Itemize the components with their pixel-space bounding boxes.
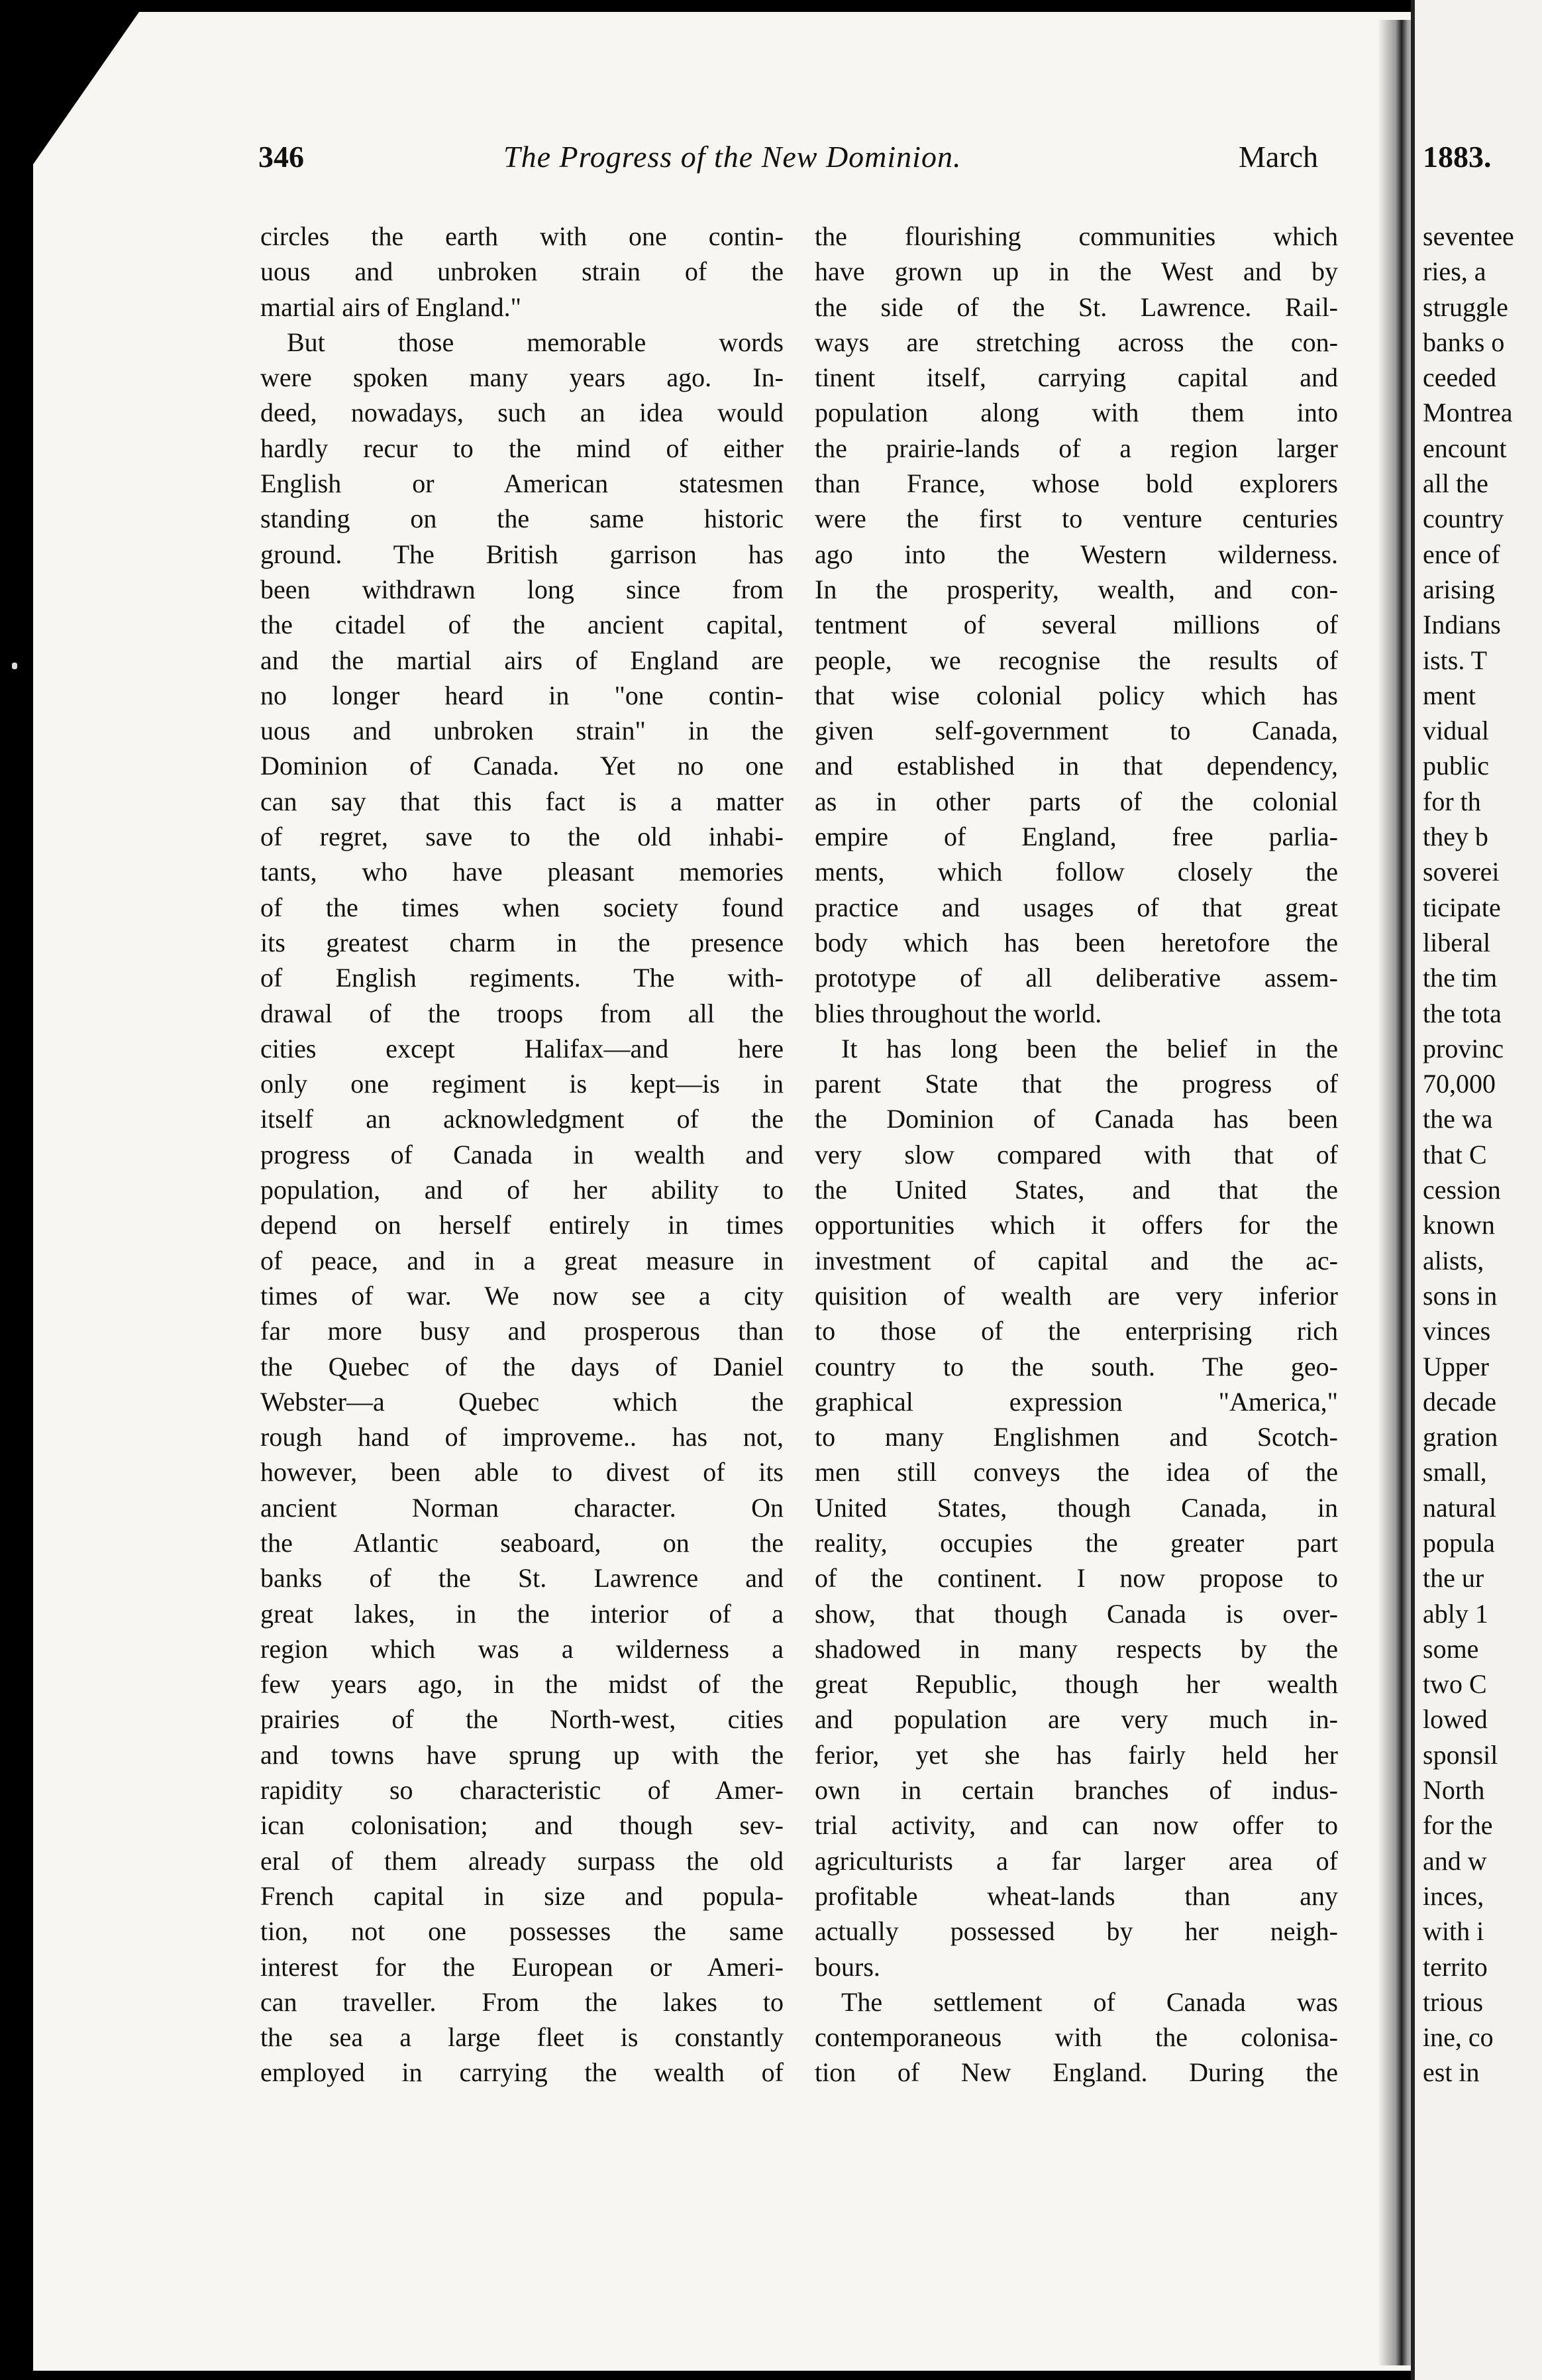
text-line: ries, a [1423,256,1486,287]
text-line: encount [1423,433,1507,463]
text-line: ists. T [1423,645,1488,675]
text-line: Dominion of Canada. Yet no one [260,751,784,781]
text-line: depend on herself entirely in times [260,1210,784,1240]
text-line: with i [1423,1916,1484,1947]
text-line: banks of the St. Lawrence and [260,1563,784,1594]
text-line: all the [1423,468,1488,499]
text-line: people, we recognise the results of [815,645,1338,675]
text-line: actually possessed by her neigh- [815,1916,1338,1947]
text-line: progress of Canada in wealth and [260,1139,784,1169]
text-line: deed, nowadays, such an idea would [260,398,784,428]
text-line: French capital in size and popula- [260,1880,784,1911]
text-line: than France, whose bold explorers [815,468,1338,499]
text-line: contemporaneous with the colonisa- [815,2022,1338,2053]
text-line: two C [1423,1669,1487,1700]
text-line: small, [1423,1457,1487,1488]
text-line: were spoken many years ago. In- [260,362,784,393]
text-line: vidual [1423,716,1489,746]
text-line: graphical expression "America," [815,1386,1338,1417]
text-line: times of war. We now see a city [260,1280,784,1311]
text-line: of the times when society found [260,892,784,922]
text-line: The settlement of Canada was [841,1986,1338,2017]
text-line: they b [1423,822,1488,852]
text-line: great lakes, in the interior of a [260,1598,784,1629]
text-line: practice and usages of that great [815,892,1338,922]
text-line: uous and unbroken strain of the [260,256,784,287]
text-line: blies throughout the world. [815,998,1102,1028]
text-line: cession [1423,1175,1501,1205]
text-line: arising [1423,574,1495,604]
text-line: the prairie-lands of a region larger [815,433,1338,463]
text-line: standing on the same historic [260,504,784,534]
text-line: opportunities which it offers for the [815,1210,1338,1240]
text-line: decade [1423,1386,1497,1417]
text-line: territo [1423,1951,1488,1982]
text-line: known [1423,1210,1495,1240]
text-column-left [260,219,784,2090]
text-line: ican colonisation; and though sev- [260,1810,784,1841]
text-line: ways are stretching across the con- [815,327,1338,357]
text-line: ceeded [1423,362,1497,393]
text-line: the Dominion of Canada has been [815,1104,1338,1134]
text-line: circles the earth with one contin- [260,221,784,251]
text-line: tants, who have pleasant memories [260,857,784,887]
text-line: But those memorable words [287,327,784,357]
text-line: ence of [1423,539,1500,569]
text-line: parent State that the progress of [815,1069,1338,1099]
text-line: some [1423,1633,1479,1664]
text-line: natural [1423,1492,1497,1523]
text-line: trious [1423,1986,1484,2017]
text-line: ine, co [1423,2022,1494,2053]
text-line: drawal of the troops from all the [260,998,784,1028]
running-header [258,139,1384,186]
text-line: country to the south. The geo- [815,1351,1338,1381]
text-line: to many Englishmen and Scotch- [815,1422,1338,1452]
text-line: far more busy and prosperous than [260,1316,784,1346]
text-line: tion of New England. During the [815,2057,1338,2088]
text-line: North [1423,1775,1485,1806]
text-line: bours. [815,1951,880,1982]
text-line: empire of England, free parlia- [815,822,1338,852]
text-line: show, that though Canada is over- [815,1598,1338,1629]
text-line: shadowed in many respects by the [815,1633,1338,1664]
text-line: soverei [1423,857,1500,887]
text-line: prototype of all deliberative assem- [815,963,1338,993]
text-line: the side of the St. Lawrence. Rail- [815,292,1338,322]
text-line: the Atlantic seaboard, on the [260,1527,784,1558]
text-line: great Republic, though her wealth [815,1669,1338,1700]
text-line: quisition of wealth are very inferior [815,1280,1338,1311]
facing-page-year: 1883. [1423,140,1492,174]
text-line: rough hand of improveme.. has not, [260,1422,784,1452]
text-line: sponsil [1423,1739,1498,1770]
text-line: and towns have sprung up with the [260,1739,784,1770]
text-line: that wise colonial policy which has [815,680,1338,710]
text-line: very slow compared with that of [815,1139,1338,1169]
text-line: and w [1423,1845,1487,1876]
text-line: the flourishing communities which [815,221,1338,251]
text-line: for th [1423,786,1481,816]
text-line: investment of capital and the ac- [815,1245,1338,1275]
text-line: inces, [1423,1880,1484,1911]
text-line: the Quebec of the days of Daniel [260,1351,784,1381]
text-line: own in certain branches of indus- [815,1775,1338,1806]
text-line: ancient Norman character. On [260,1492,784,1523]
text-line: ably 1 [1423,1598,1488,1629]
text-column-facing-page [1423,219,1542,2090]
text-line: of regret, save to the old inhabi- [260,822,784,852]
text-line: In the prosperity, wealth, and con- [815,574,1338,604]
text-line: of English regiments. The with- [260,963,784,993]
text-line: trial activity, and can now offer to [815,1810,1338,1841]
text-line: region which was a wilderness a [260,1633,784,1664]
text-line: men still conveys the idea of the [815,1457,1338,1488]
text-line: sons in [1423,1280,1498,1311]
text-line: itself an acknowledgment of the [260,1104,784,1134]
text-line: provinc [1423,1033,1504,1063]
text-line: eral of them already surpass the old [260,1845,784,1876]
text-line: as in other parts of the colonial [815,786,1338,816]
text-line: of peace, and in a great measure in [260,1245,784,1275]
text-line: its greatest charm in the presence [260,927,784,957]
text-line: interest for the European or Ameri- [260,1951,784,1982]
text-line: to those of the enterprising rich [815,1316,1338,1346]
text-line: ferior, yet she has fairly held her [815,1739,1338,1770]
text-line: however, been able to divest of its [260,1457,784,1488]
text-line: tinent itself, carrying capital and [815,362,1338,393]
text-line: the tota [1423,998,1502,1028]
text-line: uous and unbroken strain" in the [260,716,784,746]
text-line: reality, occupies the greater part [815,1527,1338,1558]
text-line: the sea a large fleet is constantly [260,2022,784,2053]
text-line: ago into the Western wilderness. [815,539,1338,569]
text-line: can say that this fact is a matter [260,786,784,816]
text-line: country [1423,504,1504,534]
text-line: liberal [1423,927,1491,957]
text-line: the United States, and that the [815,1175,1338,1205]
text-line: It has long been the belief in the [841,1033,1338,1063]
text-line: employed in carrying the wealth of [260,2057,784,2088]
text-line: Webster—a Quebec which the [260,1386,784,1417]
text-line: Upper [1423,1351,1489,1381]
text-line: no longer heard in "one contin- [260,680,784,710]
text-line: hardly recur to the mind of either [260,433,784,463]
text-line: only one regiment is kept—is in [260,1069,784,1099]
dust-speck [12,663,17,669]
text-line: alists, [1423,1245,1484,1275]
running-title: The Progress of the New Dominion. [503,140,962,174]
text-line: few years ago, in the midst of the [260,1669,784,1700]
text-line: were the first to venture centuries [815,504,1338,534]
text-line: the wa [1423,1104,1493,1134]
text-line: tentment of several millions of [815,610,1338,640]
text-line: profitable wheat-lands than any [815,1880,1338,1911]
text-line: seventee [1423,221,1514,251]
text-line: for the [1423,1810,1493,1841]
text-line: popula [1423,1527,1495,1558]
text-line: tion, not one possesses the same [260,1916,784,1947]
text-line: cities except Halifax—and here [260,1033,784,1063]
text-column-right [815,219,1338,2090]
text-line: population along with them into [815,398,1338,428]
header-month: March [1239,140,1319,174]
text-line: been withdrawn long since from [260,574,784,604]
text-line: have grown up in the West and by [815,256,1338,287]
text-line: the tim [1423,963,1498,993]
text-line: can traveller. From the lakes to [260,1986,784,2017]
text-line: United States, though Canada, in [815,1492,1338,1523]
page-number: 346 [258,140,304,174]
text-line: lowed [1423,1704,1488,1735]
text-line: ground. The British garrison has [260,539,784,569]
text-line: vinces [1423,1316,1491,1346]
text-line: ment [1423,680,1476,710]
text-line: Montrea [1423,398,1513,428]
text-line: English or American statesmen [260,468,784,499]
text-line: of the continent. I now propose to [815,1563,1338,1594]
text-line: that C [1423,1139,1487,1169]
text-line: and the martial airs of England are [260,645,784,675]
text-line: 70,000 [1423,1069,1496,1099]
text-line: Indians [1423,610,1501,640]
text-line: struggle [1423,292,1508,322]
text-line: the citadel of the ancient capital, [260,610,784,640]
text-line: and established in that dependency, [815,751,1338,781]
text-line: banks o [1423,327,1505,357]
text-line: public [1423,751,1489,781]
text-line: ticipate [1423,892,1501,922]
text-line: martial airs of England." [260,292,521,322]
text-line: ments, which follow closely the [815,857,1338,887]
text-line: est in [1423,2057,1480,2088]
text-line: body which has been heretofore the [815,927,1338,957]
text-line: and population are very much in- [815,1704,1338,1735]
text-line: given self-government to Canada, [815,716,1338,746]
text-line: population, and of her ability to [260,1175,784,1205]
text-line: gration [1423,1422,1498,1452]
text-line: agriculturists a far larger area of [815,1845,1338,1876]
text-line: the ur [1423,1563,1484,1594]
text-line: rapidity so characteristic of Amer- [260,1775,784,1806]
text-line: prairies of the North-west, cities [260,1704,784,1735]
